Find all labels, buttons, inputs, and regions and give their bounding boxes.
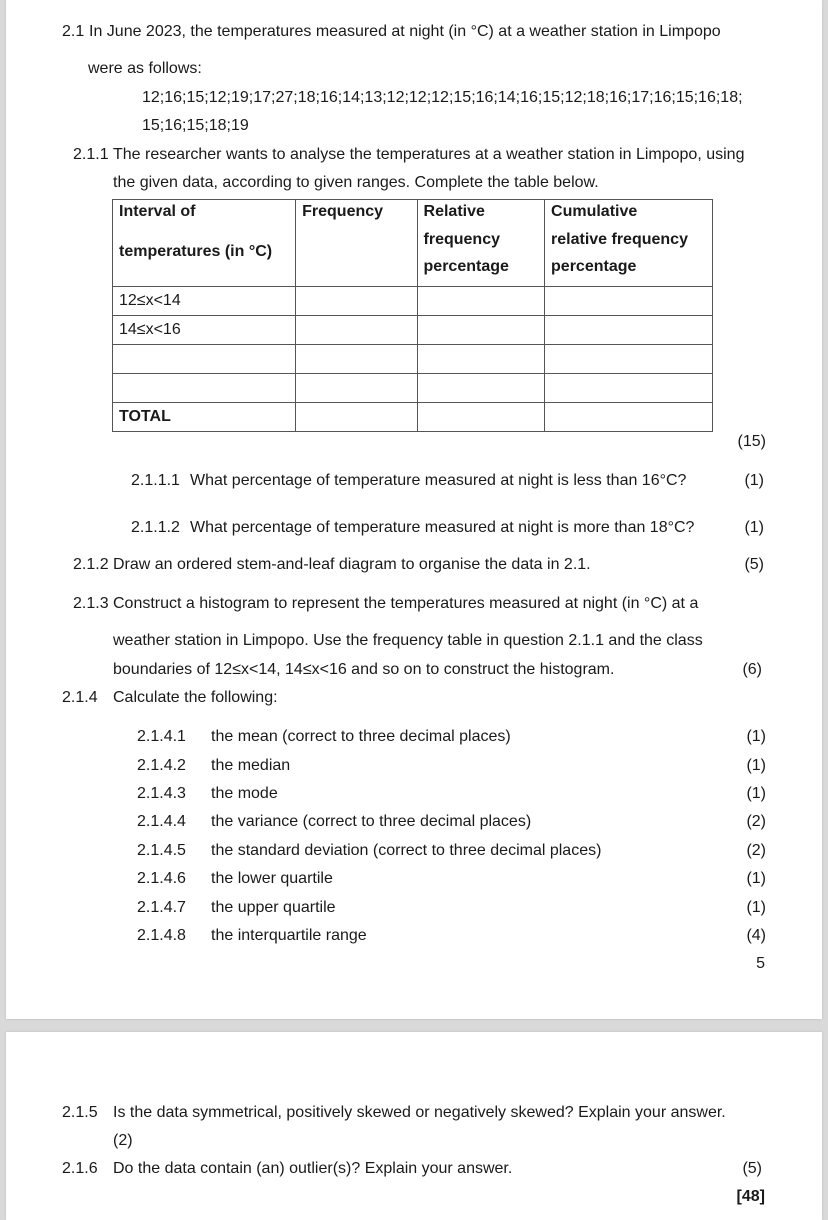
item-text: the lower quartile	[211, 870, 333, 887]
table-row	[113, 287, 713, 316]
question-2-1-1-1-number: 2.1.1.1	[131, 472, 180, 489]
question-2-1-1-line-1: The researcher wants to analyse the temperatures at a weather station in Limpopo, using	[113, 146, 745, 163]
item-number: 2.1.4.4	[137, 813, 186, 830]
table-cell[interactable]	[296, 316, 417, 345]
header-cumulative-frequency: Cumulative relative frequency percentage	[545, 200, 713, 287]
question-2-1-4-number: 2.1.4	[62, 689, 98, 706]
question-2-1-6-text: Do the data contain (an) outlier(s)? Explain your answer.	[113, 1160, 513, 1177]
item-number: 2.1.4.6	[137, 870, 186, 887]
table-cell[interactable]	[296, 403, 417, 432]
question-2-1-number: 2.1	[62, 23, 85, 40]
page-6	[6, 1032, 822, 1220]
table-total-row	[113, 403, 713, 432]
item-marks: (1)	[746, 899, 766, 916]
table-cell[interactable]	[545, 316, 713, 345]
table-cell[interactable]	[545, 403, 713, 432]
table-cell[interactable]	[296, 287, 417, 316]
question-2-1-3-line-3: boundaries of 12≤x<14, 14≤x<16 and so on to construct the histogram.	[113, 661, 615, 678]
item-number: 2.1.4.2	[137, 757, 186, 774]
page-number: 5	[756, 955, 765, 972]
item-text: the mode	[211, 785, 278, 802]
header-frequency: Frequency	[296, 200, 417, 287]
question-2-1-line-1: In June 2023, the temperatures measured at night (in °C) at a weather station in Limpopo	[89, 23, 721, 40]
temperature-data-line-2: 15;16;15;18;19	[142, 117, 249, 134]
table-cell[interactable]	[545, 287, 713, 316]
item-text: the mean (correct to three decimal places)	[211, 728, 511, 745]
question-2-1-1-1-marks: (1)	[744, 472, 764, 489]
question-2-1-2-text: Draw an ordered stem-and-leaf diagram to organise the data in 2.1.	[113, 556, 591, 573]
question-2-1-3-marks: (6)	[742, 661, 762, 678]
header-interval: Interval of temperatures (in °C)	[113, 200, 296, 287]
table-cell: 14≤x<16	[113, 316, 296, 345]
item-marks: (1)	[746, 728, 766, 745]
page-5	[6, 0, 822, 1019]
question-2-1-2-number: 2.1.2	[73, 556, 109, 573]
header-relative-frequency: Relative frequency percentage	[417, 200, 544, 287]
item-text: the variance (correct to three decimal places)	[211, 813, 532, 830]
table-cell[interactable]	[545, 374, 713, 403]
total-marks: [48]	[736, 1188, 765, 1205]
question-2-1-3-line-2: weather station in Limpopo. Use the frequency table in question 2.1.1 and the class	[113, 632, 703, 649]
question-2-1-1-number: 2.1.1	[73, 146, 109, 163]
question-2-1-6-number: 2.1.6	[62, 1160, 98, 1177]
question-2-1-3-number: 2.1.3	[73, 595, 109, 612]
item-text: the interquartile range	[211, 927, 367, 944]
item-number: 2.1.4.7	[137, 899, 186, 916]
question-2-1-5-marks: (2)	[113, 1132, 133, 1149]
table-cell[interactable]	[296, 374, 417, 403]
question-2-1-1-2-text: What percentage of temperature measured at night is more than 18°C?	[190, 519, 695, 536]
item-marks: (1)	[746, 870, 766, 887]
item-number: 2.1.4.1	[137, 728, 186, 745]
question-2-1-2-marks: (5)	[744, 556, 764, 573]
table-header-row	[113, 200, 713, 287]
table-cell[interactable]	[113, 345, 296, 374]
item-number: 2.1.4.8	[137, 927, 186, 944]
question-2-1-line-2: were as follows:	[88, 60, 202, 77]
item-text: the standard deviation (correct to three decimal places)	[211, 842, 602, 859]
question-2-1-1-marks: (15)	[737, 433, 766, 450]
question-2-1-1-line-2: the given data, according to given ranges. Complete the table below.	[113, 174, 599, 191]
item-marks: (4)	[746, 927, 766, 944]
temperature-data-line-1: 12;16;15;12;19;17;27;18;16;14;13;12;12;12;15;16;14;16;15;12;18;16;17;16;15;16;18;	[142, 89, 743, 106]
question-2-1-1-2-number: 2.1.1.2	[131, 519, 180, 536]
table-cell[interactable]	[545, 345, 713, 374]
question-2-1-4-text: Calculate the following:	[113, 689, 278, 706]
item-marks: (1)	[746, 785, 766, 802]
question-2-1-5-number: 2.1.5	[62, 1104, 98, 1121]
table-cell[interactable]	[417, 316, 544, 345]
item-marks: (2)	[746, 842, 766, 859]
table-row	[113, 316, 713, 345]
item-text: the median	[211, 757, 291, 774]
question-2-1-5-text: Is the data symmetrical, positively skewed or negatively skewed? Explain your answer.	[113, 1104, 726, 1121]
item-marks: (2)	[746, 813, 766, 830]
item-number: 2.1.4.5	[137, 842, 186, 859]
table-cell-total-label: TOTAL	[113, 403, 296, 432]
table-row	[113, 345, 713, 374]
table-cell[interactable]	[417, 374, 544, 403]
question-2-1-3-line-1: Construct a histogram to represent the temperatures measured at night (in °C) at a	[113, 595, 699, 612]
table-cell[interactable]	[113, 374, 296, 403]
table-cell[interactable]	[296, 345, 417, 374]
item-number: 2.1.4.3	[137, 785, 186, 802]
question-2-1-1-1-text: What percentage of temperature measured at night is less than 16°C?	[190, 472, 687, 489]
table-row	[113, 374, 713, 403]
item-marks: (1)	[746, 757, 766, 774]
table-cell[interactable]	[417, 403, 544, 432]
item-text: the upper quartile	[211, 899, 336, 916]
frequency-table	[112, 199, 713, 432]
table-cell[interactable]	[417, 345, 544, 374]
table-cell: 12≤x<14	[113, 287, 296, 316]
question-2-1-6-marks: (5)	[742, 1160, 762, 1177]
table-cell[interactable]	[417, 287, 544, 316]
question-2-1-1-2-marks: (1)	[744, 519, 764, 536]
